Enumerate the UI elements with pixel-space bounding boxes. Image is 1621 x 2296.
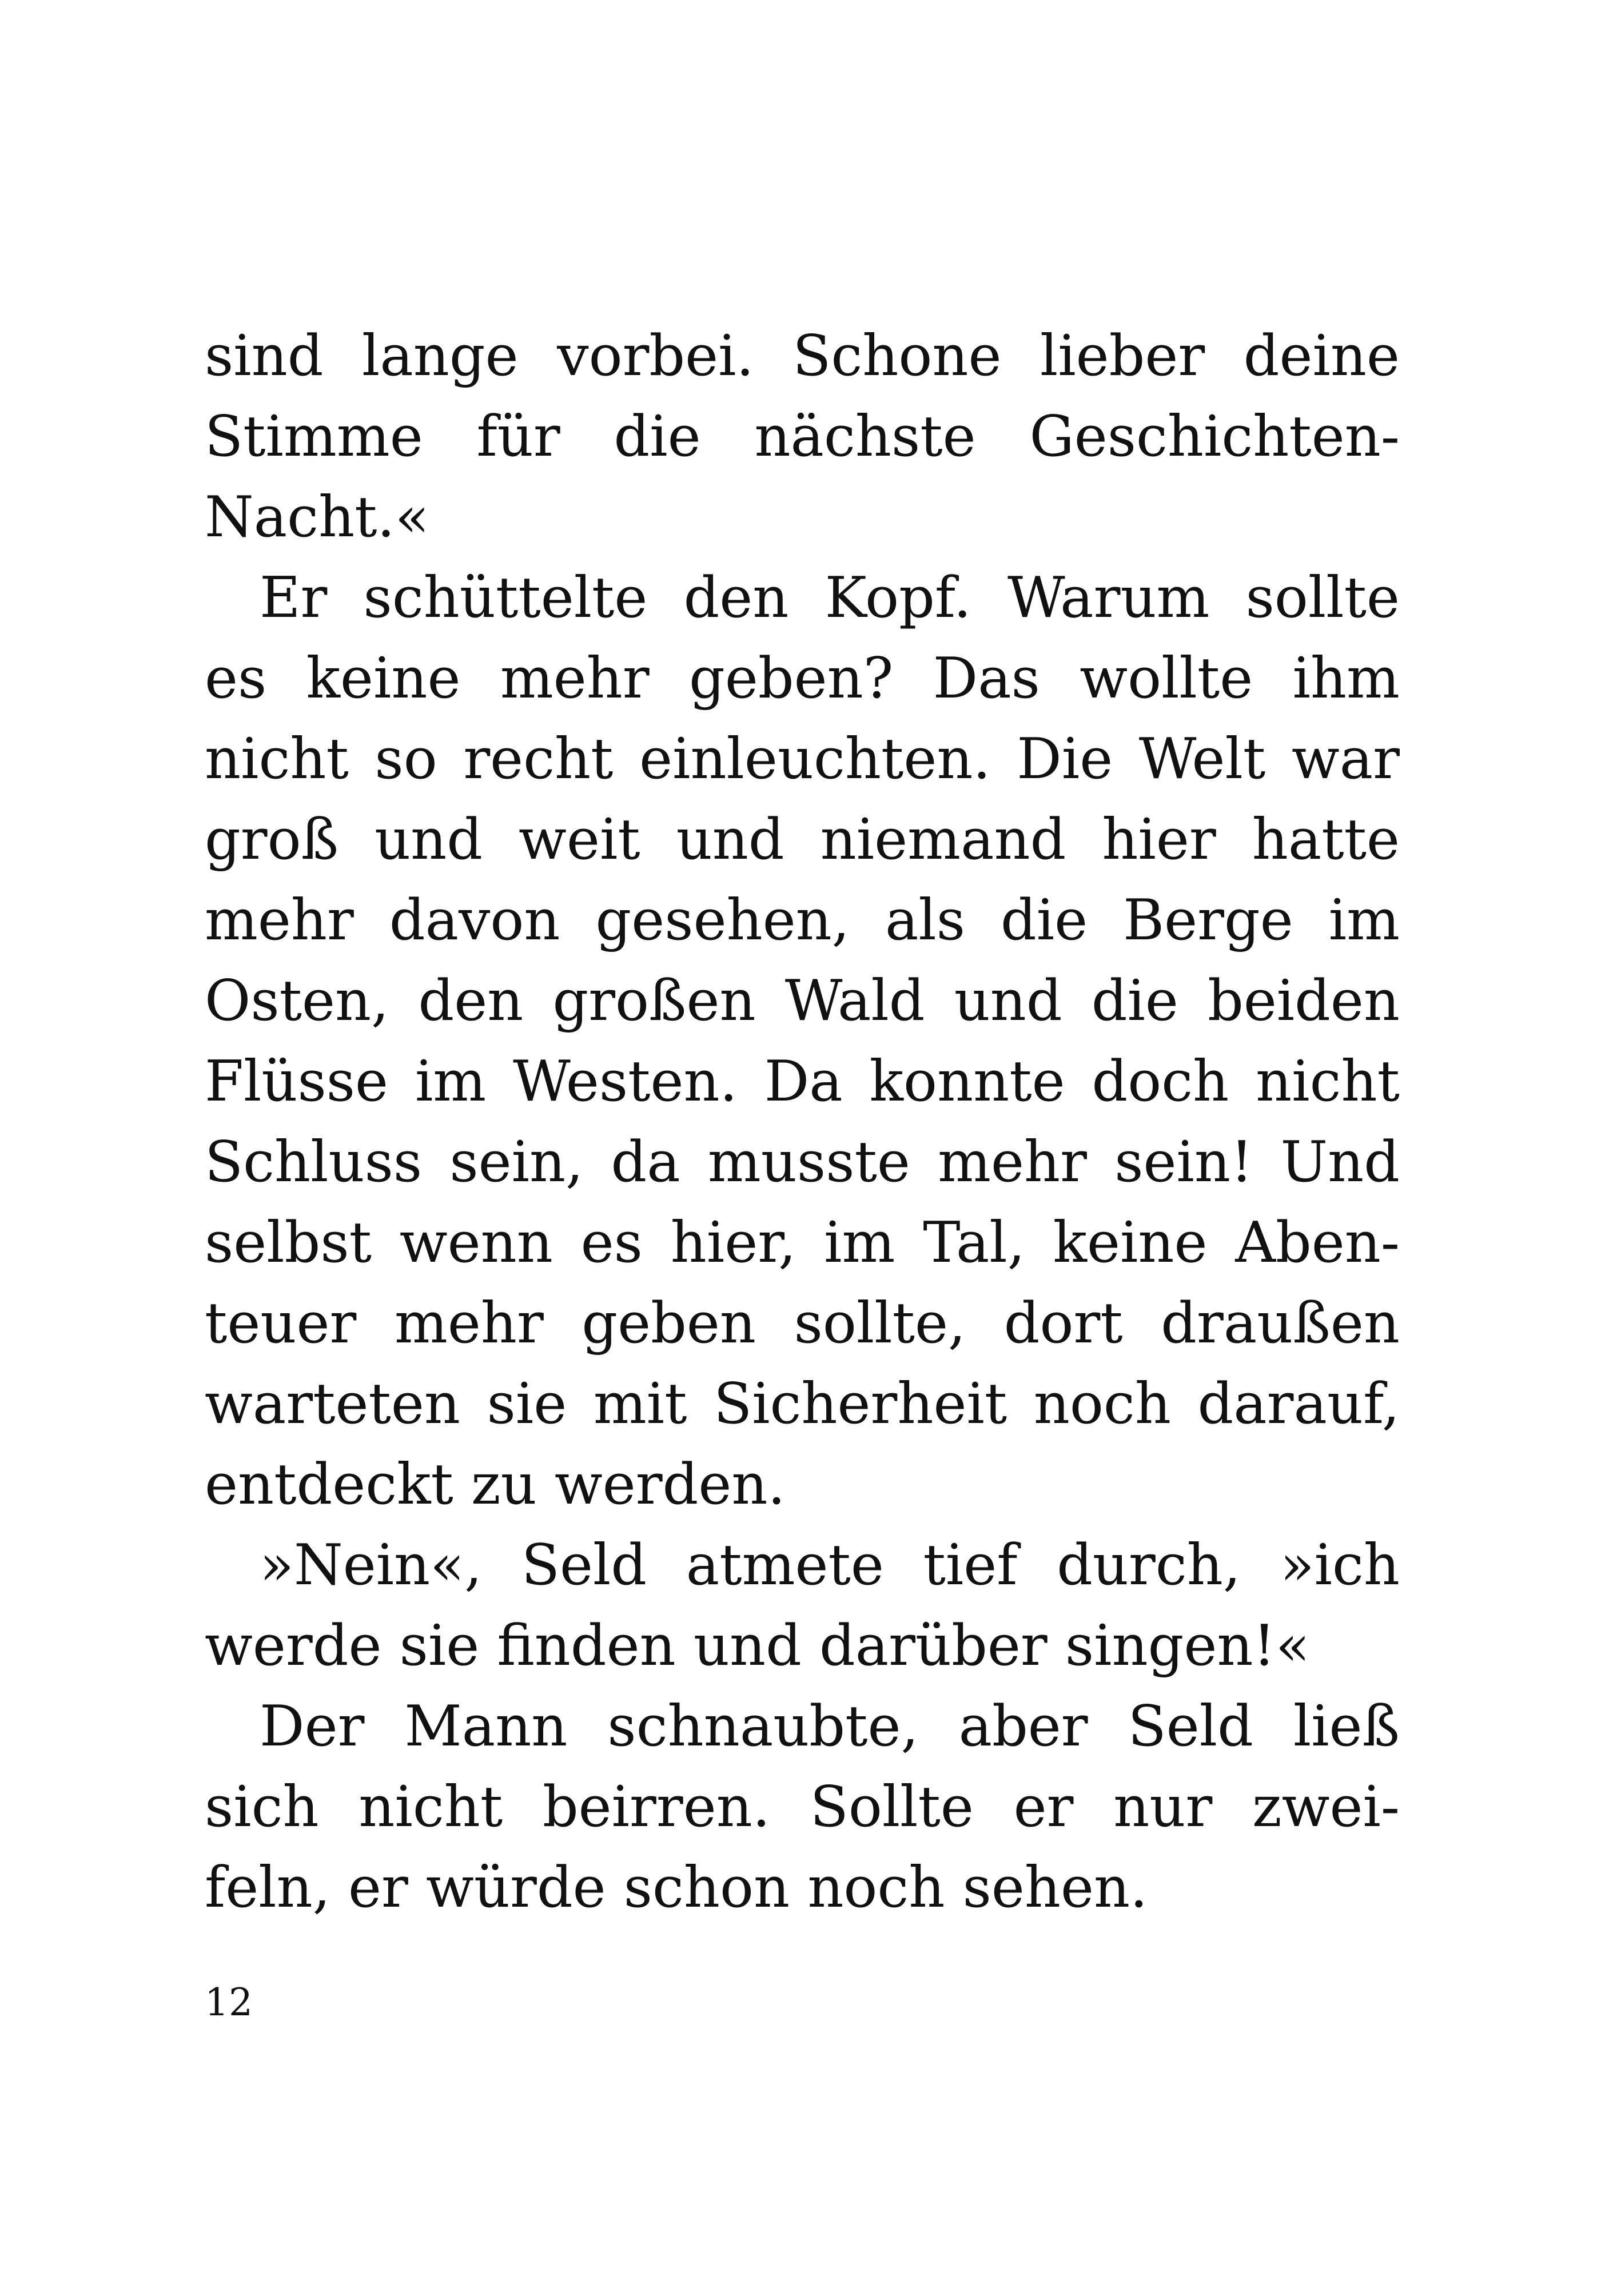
text-line: groß und weit und niemand hier hatte: [205, 807, 1400, 872]
text-line: Nacht.«: [205, 485, 429, 550]
text-line: nicht so recht einleuchten. Die Welt war: [205, 727, 1400, 792]
page-number: 12: [205, 1980, 253, 2024]
text-line: »Nein«, Seld atmete tief durch, »ich: [260, 1533, 1400, 1598]
text-line: sich nicht beirren. Sollte er nur zwei-: [205, 1775, 1400, 1840]
text-line: werde sie finden und darüber singen!«: [205, 1613, 1310, 1679]
text-line: entdeckt zu werden.: [205, 1452, 786, 1517]
text-line: Stimme für die nächste Geschichten-: [205, 404, 1400, 469]
text-line: teuer mehr geben sollte, dort draußen: [205, 1291, 1400, 1356]
text-line: Schluss sein, da musste mehr sein! Und: [205, 1130, 1400, 1195]
text-line: warteten sie mit Sicherheit noch darauf,: [205, 1372, 1400, 1437]
text-line: Osten, den großen Wald und die beiden: [205, 968, 1400, 1034]
text-line: feln, er würde schon noch sehen.: [205, 1855, 1148, 1920]
text-line: sind lange vorbei. Schone lieber deine: [205, 324, 1400, 389]
text-line: Flüsse im Westen. Da konnte doch nicht: [205, 1049, 1400, 1114]
text-line: Der Mann schnaubte, aber Seld ließ: [260, 1694, 1400, 1759]
text-line: mehr davon gesehen, als die Berge im: [205, 888, 1400, 953]
body-text: [205, 316, 1400, 1928]
text-line: Er schüttelte den Kopf. Warum sollte: [260, 565, 1400, 631]
text-line: es keine mehr geben? Das wollte ihm: [205, 646, 1400, 711]
text-line: selbst wenn es hier, im Tal, keine Aben-: [205, 1210, 1400, 1275]
